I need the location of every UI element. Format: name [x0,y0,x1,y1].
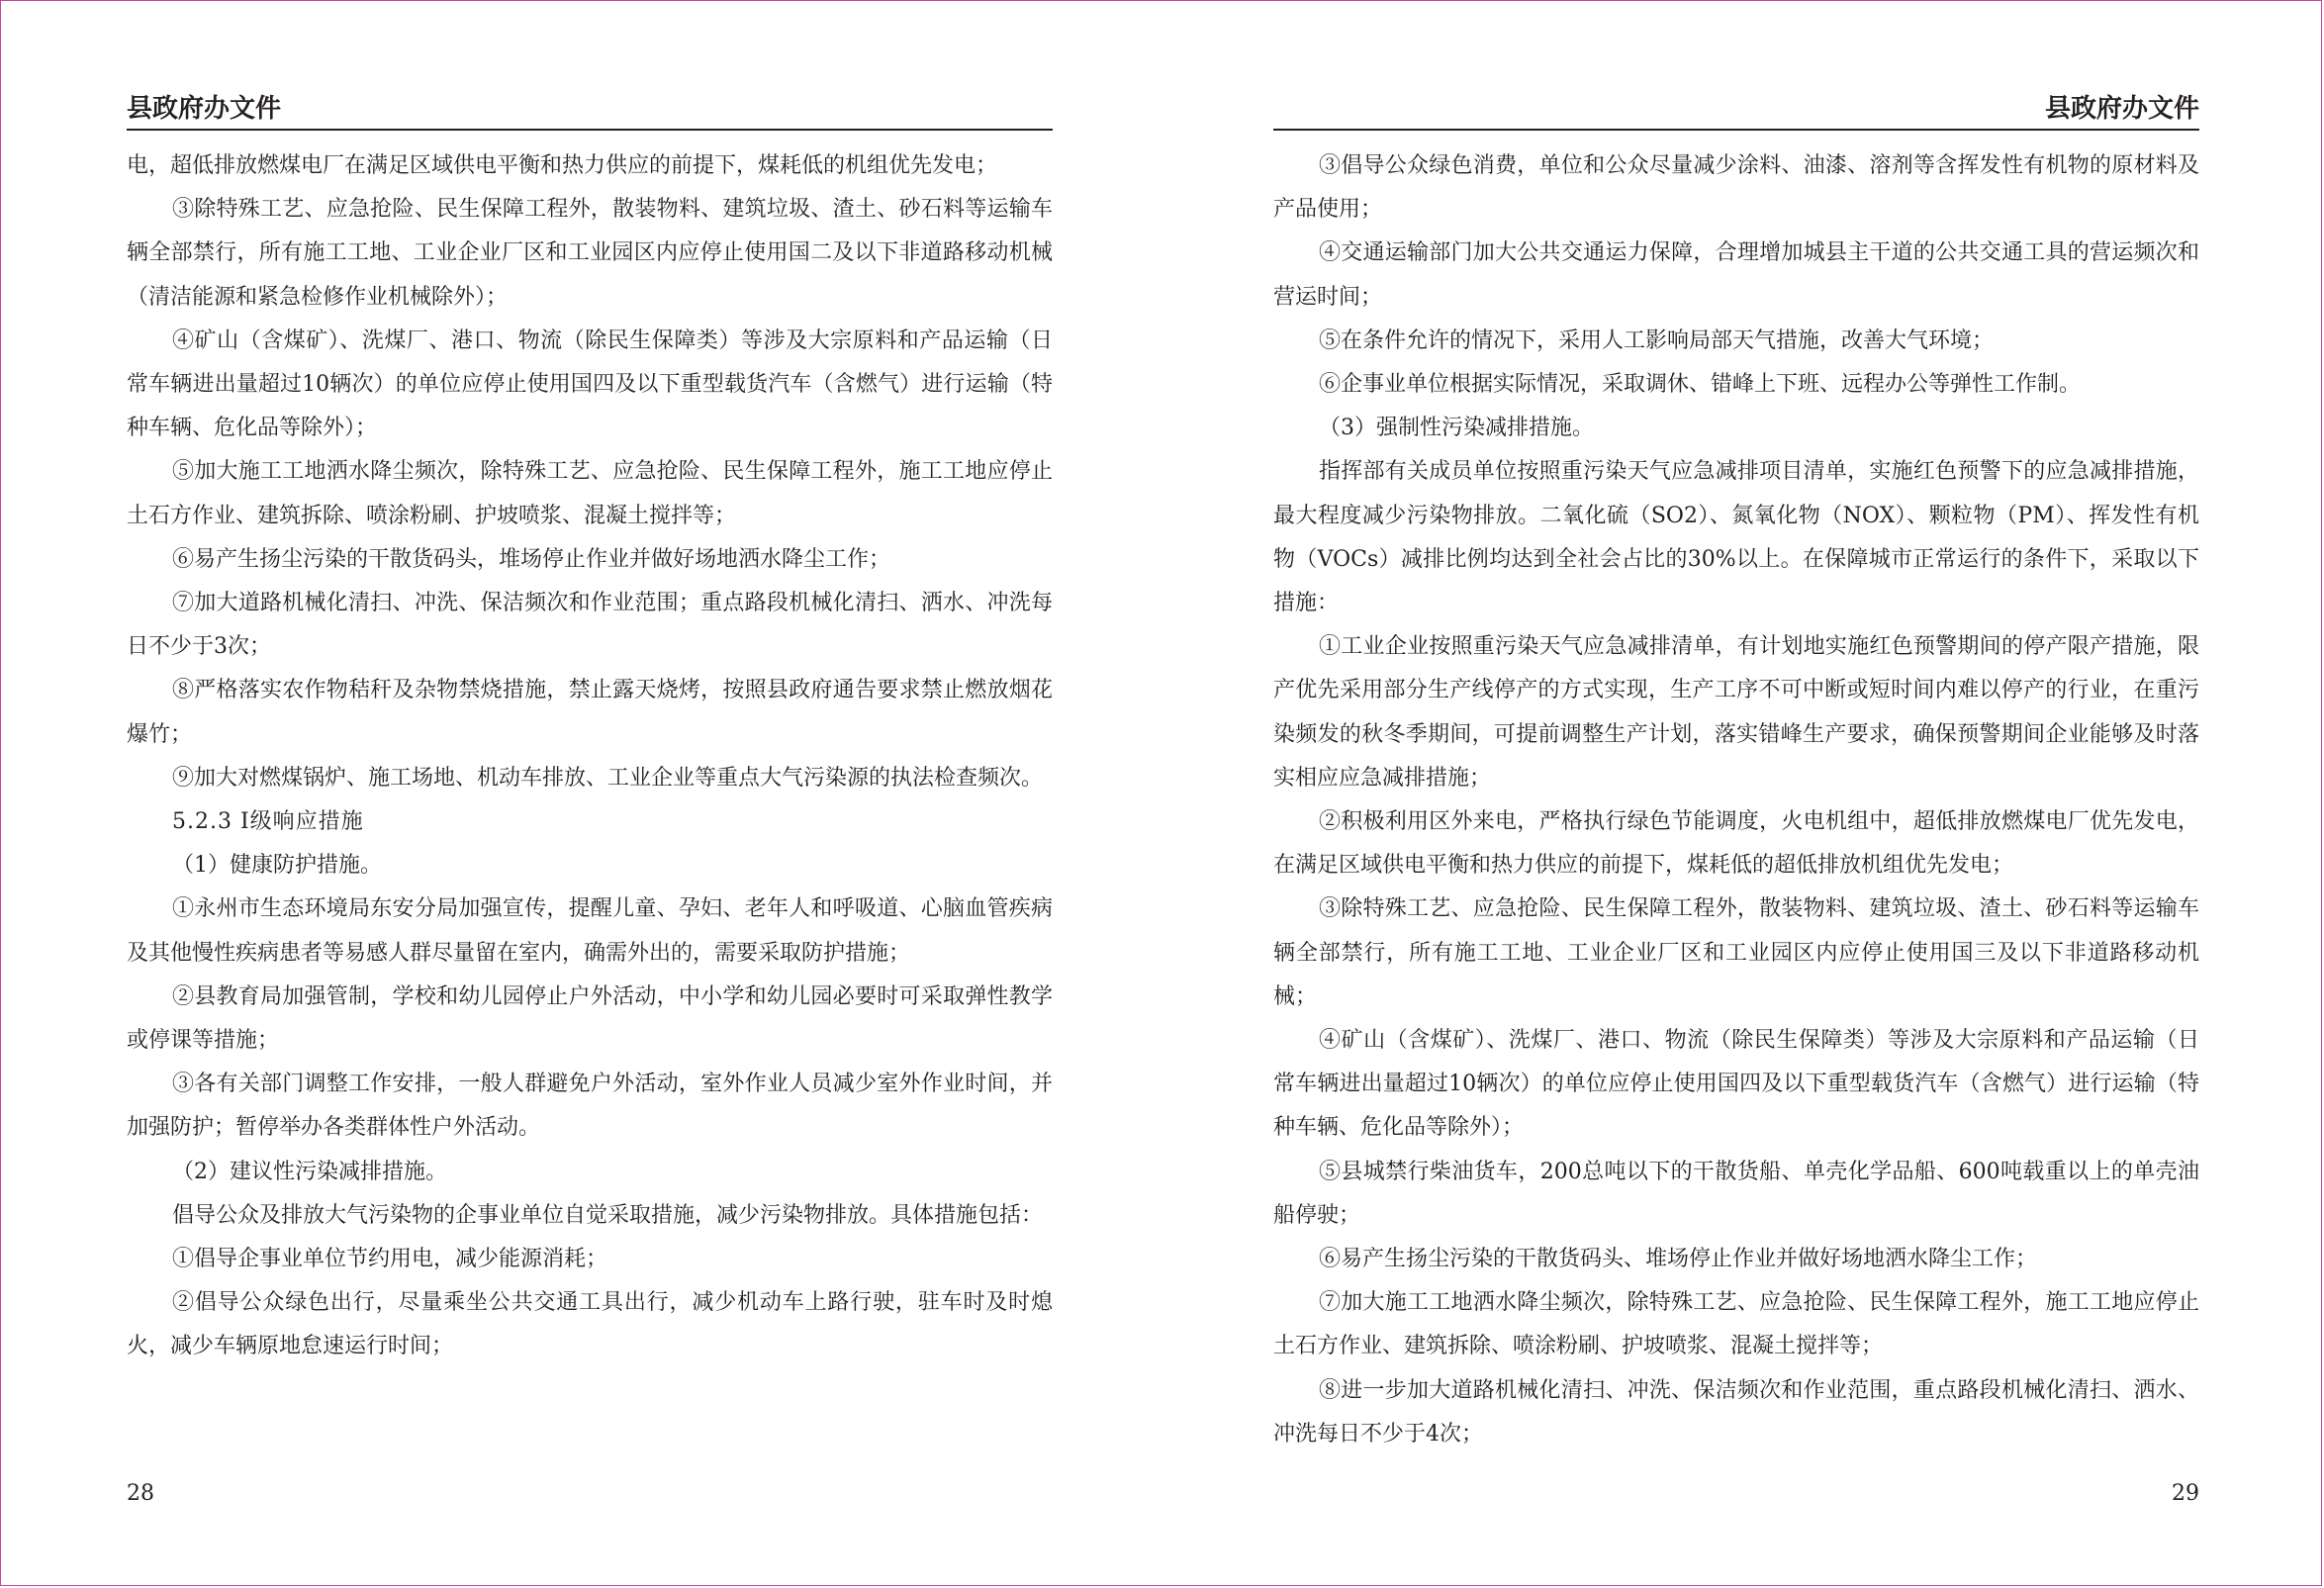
paragraph: ②县教育局加强管制，学校和幼儿园停止户外活动，中小学和幼儿园必要时可采取弹性教学或停课等措施； [127,983,1053,1054]
paragraph: ⑥易产生扬尘污染的干散货码头，堆场停止作业并做好场地洒水降尘工作； [172,546,891,572]
paragraph: ⑨加大对燃煤锅炉、施工场地、机动车排放、工业企业等重点大气污染源的执法检查频次。 [172,765,1044,791]
paragraph: ⑤在条件允许的情况下，采用人工影响局部天气措施，改善大气环境； [1319,327,1995,353]
paragraph: 指挥部有关成员单位按照重污染天气应急减排项目清单，实施红色预警下的应急减排措施，最大程度减少污染物排放。二氧化硫（SO2）、氮氧化物（NOX）、颗粒物（PM）、挥发性有机物（VOCs）减排比例均达到全社会占比的30%以上。在保障城市正常运行的条件下，采取以下措施： [1273,459,2199,616]
section-heading: 5.2.3 Ⅰ级响应措施 [172,809,364,835]
left-page [127,1,1053,1587]
paragraph: ①永州市生态环境局东安分局加强宣传，提醒儿童、孕妇、老年人和呼吸道、心脑血管疾病及其他慢性疾病患者等易感人群尽量留在室内，确需外出的，需要采取防护措施； [127,896,1053,966]
paragraph: ⑤县城禁行柴油货车，200总吨以下的干散货船、单壳化学品船、600吨载重以上的单壳油船停驶； [1273,1159,2199,1228]
subsection-heading: （1）健康防护措施。 [172,853,382,879]
page-header: 县政府办文件 [127,89,1053,131]
paragraph: ③除特殊工艺、应急抢险、民生保障工程外，散装物料、建筑垃圾、渣土、砂石料等运输车辆全部禁行，所有施工工地、工业企业厂区和工业园区内应停止使用国三及以下非道路移动机械； [1273,896,2199,1009]
paragraph: ③倡导公众绿色消费，单位和公众尽量减少涂料、油漆、溶剂等含挥发性有机物的原材料及产品使用； [1273,153,2199,223]
paragraph: ③除特殊工艺、应急抢险、民生保障工程外，散装物料、建筑垃圾、渣土、砂石料等运输车辆全部禁行，所有施工工地、工业企业厂区和工业园区内应停止使用国二及以下非道路移动机械（清洁能源和紧急检修作业机械除外）； [127,197,1053,310]
paragraph: ⑤加大施工工地洒水降尘频次，除特殊工艺、应急抢险、民生保障工程外，施工工地应停止土石方作业、建筑拆除、喷涂粉刷、护坡喷浆、混凝土搅拌等； [127,459,1053,528]
subsection-heading: （2）建议性污染减排措施。 [172,1159,447,1184]
subsection-heading: （3）强制性污染减排措施。 [1319,416,1594,441]
paragraph: ⑦加大道路机械化清扫、冲洗、保洁频次和作业范围；重点路段机械化清扫、洒水、冲洗每日不少于3次； [127,591,1053,660]
right-page [1273,1,2199,1587]
paragraph: ①倡导企事业单位节约用电，减少能源消耗； [172,1247,608,1272]
paragraph: ②积极利用区外来电，严格执行绿色节能调度，火电机组中，超低排放燃煤电厂优先发电，在满足区域供电平衡和热力供应的前提下，煤耗低的超低排放机组优先发电； [1273,809,2199,879]
paragraph: ⑦加大施工工地洒水降尘频次，除特殊工艺、应急抢险、民生保障工程外，施工工地应停止土石方作业、建筑拆除、喷涂粉刷、护坡喷浆、混凝土搅拌等； [1273,1290,2199,1359]
paragraph: ④矿山（含煤矿）、洗煤厂、港口、物流（除民生保障类）等涉及大宗原料和产品运输（日常车辆进出量超过10辆次）的单位应停止使用国四及以下重型载货汽车（含燃气）进行运输（特种车辆、危化品等除外）； [1273,1028,2199,1141]
page-body [1273,144,2199,1456]
page-body [127,144,1053,1369]
paragraph: ③各有关部门调整工作安排，一般人群避免户外活动，室外作业人员减少室外作业时间，并加强防护；暂停举办各类群体性户外活动。 [127,1072,1053,1141]
paragraph: ⑥易产生扬尘污染的干散货码头、堆场停止作业并做好场地洒水降尘工作； [1319,1247,2038,1272]
page-header: 县政府办文件 [1273,89,2199,131]
paragraph: ②倡导公众绿色出行，尽量乘坐公共交通工具出行，减少机动车上路行驶，驻车时及时熄火，减少车辆原地怠速运行时间； [127,1290,1053,1359]
paragraph: ⑧进一步加大道路机械化清扫、冲洗、保洁频次和作业范围，重点路段机械化清扫、洒水、冲洗每日不少于4次； [1273,1377,2199,1447]
paragraph: ⑧严格落实农作物秸秆及杂物禁烧措施，禁止露天烧烤，按照县政府通告要求禁止燃放烟花爆竹； [127,678,1053,747]
paragraph: 电，超低排放燃煤电厂在满足区域供电平衡和热力供应的前提下，煤耗低的机组优先发电； [127,153,998,178]
paragraph: ⑥企事业单位根据实际情况，采取调休、错峰上下班、远程办公等弹性工作制。 [1319,372,2082,398]
page-number: 28 [127,1481,154,1506]
page-number: 29 [2172,1481,2199,1506]
paragraph: ④交通运输部门加大公共交通运力保障，合理增加城县主干道的公共交通工具的营运频次和营运时间； [1273,240,2199,310]
paragraph: ④矿山（含煤矿）、洗煤厂、港口、物流（除民生保障类）等涉及大宗原料和产品运输（日常车辆进出量超过10辆次）的单位应停止使用国四及以下重型载货汽车（含燃气）进行运输（特种车辆、危化品等除外）； [127,327,1053,441]
paragraph: 倡导公众及排放大气污染物的企事业单位自觉采取措施，减少污染物排放。具体措施包括： [172,1202,1044,1228]
paragraph: ①工业企业按照重污染天气应急减排清单，有计划地实施红色预警期间的停产限产措施，限产优先采用部分生产线停产的方式实现，生产工序不可中断或短时间内难以停产的行业，在重污染频发的秋冬季期间，可提前调整生产计划，落实错峰生产要求，确保预警期间企业能够及时落实相应应急减排措施； [1273,634,2199,791]
